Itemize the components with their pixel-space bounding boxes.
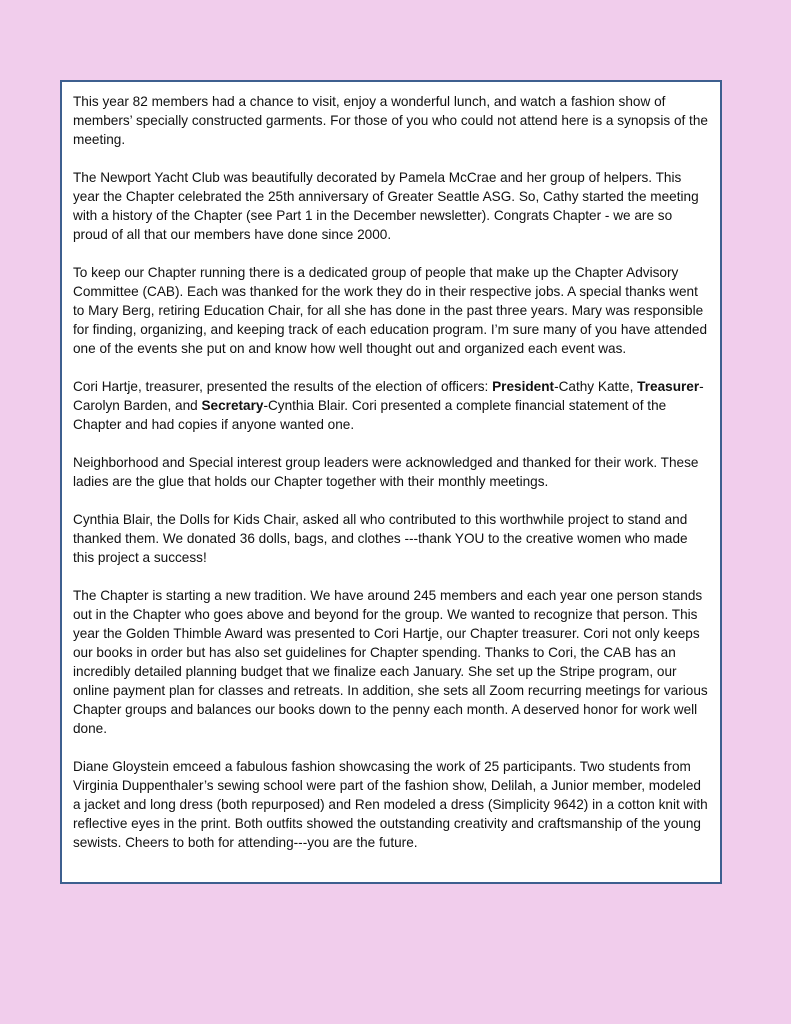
paragraph-group-leaders: Neighborhood and Special interest group leaders were acknowledged and thanked for their work. These ladies are the glue that holds our Chapter together with their monthly meetings.	[73, 455, 699, 489]
officers-outro: . Cori presented a complete financial statement of the Chapter and had copies if anyone wanted one.	[73, 398, 667, 432]
article-card	[60, 80, 722, 884]
president-label: President	[492, 379, 555, 394]
secretary-label: Secretary	[201, 398, 264, 413]
treasurer-label: Treasurer	[637, 379, 700, 394]
president-name: -Cathy Katte,	[554, 379, 638, 394]
paragraph-golden-thimble: The Chapter is starting a new tradition. We have around 245 members and each year one person stands out in the Chapter who goes above and beyond for the group. We wanted to recognize that person. This year the Golden Thimble Award was presented to Cori Hartje, our Chapter treasurer. Cori not only keeps our books in order but has also set guidelines for Chapter spending. Thanks to Cori, the CAB has an incredibly detailed planning budget that we finalize each January. She set up the Stripe program, our online payment plan for classes and retreats. In addition, she sets all Zoom recurring meetings for various Chapter groups and balances our books down to the penny each month. A deserved honor for work well done.	[73, 588, 708, 736]
paragraph-advisory-committee: To keep our Chapter running there is a dedicated group of people that make up the Chapter Advisory Committee (CAB). Each was thanked for the work they do in their respective jobs. A special thanks went to Mary Berg, retiring Education Chair, for all she has done in the past three years. Mary was responsible for finding, organizing, and keeping track of each education program. I’m sure many of you have attended one of the events she put on and know how well thought out and organized each event was.	[73, 265, 708, 356]
paragraph-yacht-club: The Newport Yacht Club was beautifully decorated by Pamela McCrae and her group of helpers. This year the Chapter celebrated the 25th anniversary of Greater Seattle ASG. So, Cathy started the meeting with a history of the Chapter (see Part 1 in the December newsletter). Congrats Chapter - we are so proud of all that our members have done since 2000.	[73, 170, 699, 242]
secretary-name: -Cynthia Blair	[263, 398, 345, 413]
paragraph-synopsis: This year 82 members had a chance to visit, enjoy a wonderful lunch, and watch a fashion show of members’ specially constructed garments. For those of you who could not attend here is a synopsis of the meeting.	[73, 94, 708, 147]
paragraph-fashion-show: Diane Gloystein emceed a fabulous fashion showcasing the work of 25 participants. Two students from Virginia Duppenthaler’s sewing school were part of the fashion show, Delilah, a Junior member, modeled a jacket and long dress (both repurposed) and Ren modeled a dress (Simplicity 9642) in a cotton knit with reflective eyes in the print. Both outfits showed the outstanding creativity and craftsmanship of the young sewists. Cheers to both for attending---you are the future.	[73, 759, 708, 850]
officers-intro: Cori Hartje, treasurer, presented the results of the election of officers:	[73, 379, 493, 394]
treasurer-name: -Carolyn Barden, and	[73, 379, 704, 413]
paragraph-officers	[73, 377, 710, 434]
paragraph-dolls-for-kids: Cynthia Blair, the Dolls for Kids Chair, asked all who contributed to this worthwhile project to stand and thanked them. We donated 36 dolls, bags, and clothes ---thank YOU to the creative women who made this project a success!	[73, 512, 688, 565]
